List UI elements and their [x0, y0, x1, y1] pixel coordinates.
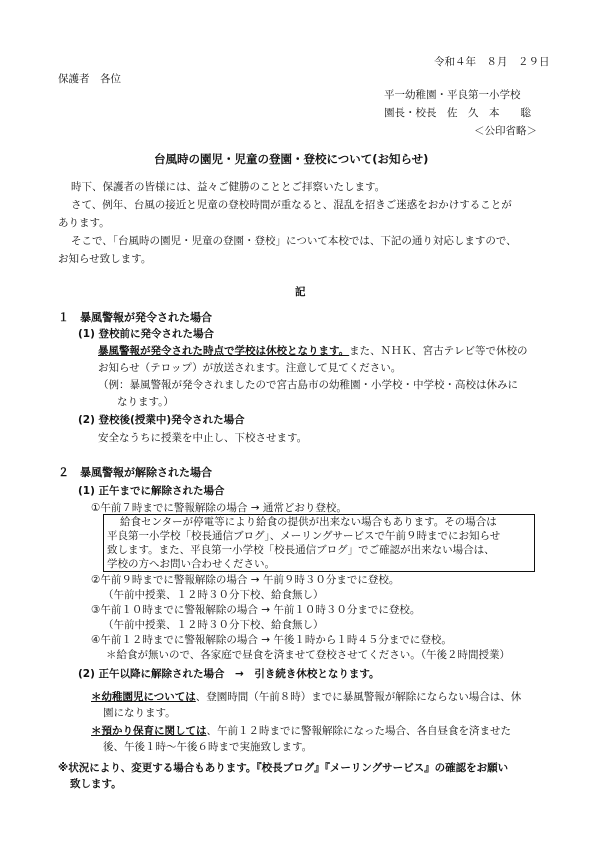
case-2: ②午前９時までに警報解除の場合 → 午前９時３０分までに登校。	[91, 574, 400, 586]
section1-sub2-heading: (2) 登校後(授業中)発令された場合	[78, 414, 245, 426]
footer-note: ※状況により、変更する場合もあります。『校長ブログ』『メーリングサービス』の確認をお願い	[58, 762, 509, 774]
section1-example-cont: なります。）	[117, 396, 174, 408]
page-title: 台風時の園児・児童の登園・登校について(お知らせ)	[154, 152, 429, 166]
lunch-notice-line: 給食センターが停電等により給食の提供が出来ない場合もあります。その場合は	[120, 516, 497, 528]
intro-line: そこで、「台風時の園児・児童の登園・登校」について本校では、下記の通り対応しますので、	[71, 235, 517, 247]
section1-sub1-heading: (1) 登校前に発令された場合	[78, 328, 215, 340]
case-3: ③午前１０時までに警報解除の場合 → 午前１０時３０分までに登校。	[91, 604, 421, 616]
section1-sub1-line2: お知らせ（テロップ）が放送されます。注意して見てください。	[98, 362, 402, 374]
section1-sub2-line: 安全なうちに授業を中止し、下校させます。	[98, 432, 308, 444]
case-1: ①午前７時までに警報解除の場合 → 通常どおり登校。	[91, 502, 347, 514]
document-date: 令和４年 ８月 ２９日	[434, 56, 550, 68]
lunch-notice-line: 平良第一小学校「校長通信ブログ」、メーリングサービスで午前９時までにお知らせ	[107, 530, 501, 542]
closure-notice: 暴風警報が発令された時点で学校は休校となります。	[98, 345, 350, 357]
section1-sub1-line1: 暴風警報が発令された時点で学校は休校となります。また、ＮＨＫ、宮古テレビ等で休校の	[98, 345, 528, 357]
intro-line: 時下、保護者の皆様には、益々ご健勝のこととご拝察いたします。	[71, 181, 386, 193]
section2-sub2-heading: (2) 正午以降に解除された場合 → 引き続き休校となります。	[78, 668, 380, 680]
intro-line: お知らせ致します。	[58, 253, 152, 265]
intro-line: さて、例年、台風の接近と児童の登校時間が重なると、混乱を招きご迷惑をおかけすることが	[71, 199, 512, 211]
sender-principal: 園長・校長 佐 久 本 聡	[384, 107, 531, 119]
seal-omitted: ＜公印省略＞	[474, 125, 537, 137]
case-3-detail: （午前中授業、１２時３０分下校、給食無し）	[103, 619, 324, 631]
kindergarten-note: ＊幼稚園児については、登園時間（午前８時）までに暴風警報が解除にならない場合は、休	[91, 691, 522, 703]
case-4-detail: ＊給食が無いので、各家庭で昼食を済ませて登校させてください。（午後２時間授業）	[106, 649, 511, 661]
intro-line: あります。	[58, 217, 110, 229]
childcare-note-cont: 後、午後１時～午後６時まで実施致します。	[103, 741, 313, 753]
lunch-notice-line: 致します。また、平良第一小学校「校長通信ブログ」でご確認が出来ない場合は、	[107, 544, 495, 556]
kindergarten-note-cont: 園になります。	[103, 707, 176, 719]
case-4: ④午前１２時までに警報解除の場合 → 午後１時から１時４５分までに登校。	[91, 634, 452, 646]
case-2-detail: （午前中授業、１２時３０分下校、給食無し）	[103, 589, 324, 601]
sender-school: 平一幼稚園・平良第一小学校	[384, 89, 521, 101]
recipient: 保護者 各位	[58, 73, 121, 85]
ki-heading: 記	[295, 286, 306, 298]
footer-note-cont: 致します。	[70, 778, 122, 790]
section2-sub1-heading: (1) 正午までに解除された場合	[78, 485, 225, 497]
section1-example: （例：暴風警報が発令されましたので宮古島市の幼稚園・小学校・中学校・高校は休みに	[98, 379, 518, 391]
childcare-note: ＊預かり保育に関しては、午前１２時までに警報解除になった場合、各自昼食を済ませた	[91, 725, 511, 737]
section1-heading: １ 暴風警報が発令された場合	[58, 311, 212, 324]
section2-heading: ２ 暴風警報が解除された場合	[58, 466, 212, 479]
lunch-notice-line: 学校の方へお問い合わせください。	[107, 558, 275, 570]
